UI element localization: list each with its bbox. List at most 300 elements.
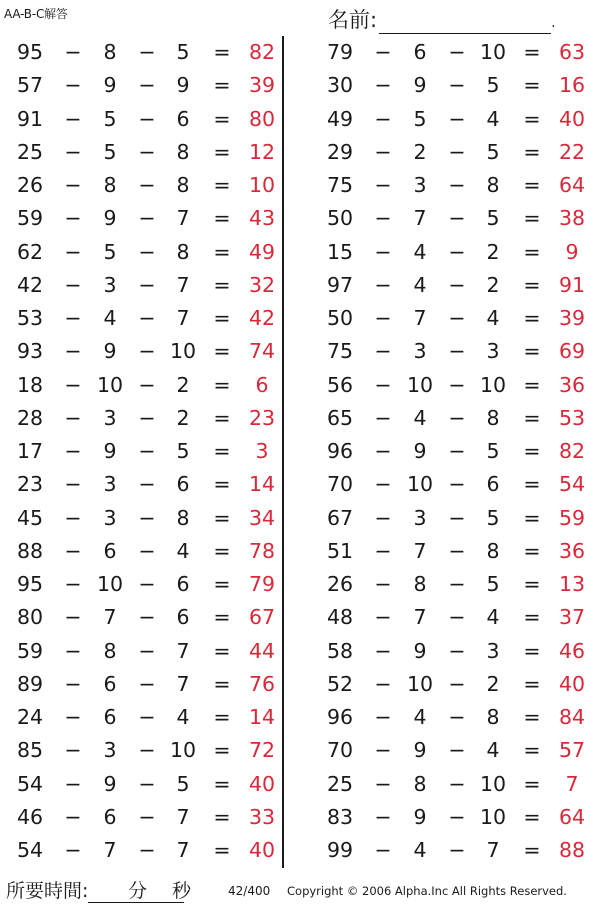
operand-b: 9	[103, 206, 117, 231]
equals-sign: =	[213, 638, 231, 663]
equals-sign: =	[213, 771, 231, 796]
problem-row	[310, 302, 590, 335]
equals-sign: =	[213, 505, 231, 530]
minus-sign: −	[374, 505, 392, 530]
operand-b: 5	[103, 106, 117, 131]
operand-a: 97	[326, 272, 354, 297]
minus-sign: −	[138, 206, 156, 231]
minus-sign: −	[138, 339, 156, 364]
minus-sign: −	[64, 538, 82, 563]
answer: 80	[248, 106, 276, 131]
problem-row	[0, 834, 280, 867]
minus-sign: −	[138, 173, 156, 197]
operand-c: 7	[176, 838, 190, 862]
equals-sign: =	[523, 838, 541, 862]
minus-sign: −	[138, 538, 156, 563]
operand-b: 10	[406, 472, 434, 497]
operand-c: 5	[176, 40, 190, 64]
problem-row	[0, 402, 280, 435]
operand-c: 6	[486, 472, 500, 497]
operand-a: 17	[16, 439, 44, 463]
operand-a: 89	[16, 671, 44, 696]
operand-b: 5	[413, 106, 427, 131]
equals-sign: =	[523, 40, 541, 64]
operand-a: 48	[326, 605, 354, 630]
answer: 40	[558, 106, 586, 131]
minus-sign: −	[64, 472, 82, 497]
problem-row	[0, 236, 280, 269]
operand-c: 2	[486, 239, 500, 264]
operand-a: 28	[16, 405, 44, 430]
operand-a: 26	[326, 572, 354, 596]
column-divider	[282, 36, 284, 868]
minus-sign: −	[448, 272, 466, 297]
answer: 40	[248, 771, 276, 796]
operand-b: 9	[413, 804, 427, 829]
answer: 22	[558, 139, 586, 164]
answer: 74	[248, 339, 276, 364]
answer: 43	[248, 206, 276, 231]
minus-sign: −	[64, 439, 82, 463]
minus-sign: −	[64, 405, 82, 430]
problem-row	[0, 535, 280, 568]
minus-sign: −	[448, 40, 466, 64]
operand-c: 10	[479, 40, 507, 64]
answer: 14	[248, 472, 276, 497]
operand-c: 7	[176, 671, 190, 696]
equals-sign: =	[213, 206, 231, 231]
operand-a: 88	[16, 538, 44, 563]
answer: 82	[558, 439, 586, 463]
answer: 34	[248, 505, 276, 530]
problem-row	[310, 502, 590, 535]
operand-b: 3	[413, 505, 427, 530]
answer: 49	[248, 239, 276, 264]
minus-sign: −	[64, 106, 82, 131]
problem-column-right	[310, 36, 590, 867]
operand-a: 75	[326, 173, 354, 197]
problem-row	[310, 69, 590, 102]
answer: 3	[255, 439, 269, 463]
operand-b: 9	[103, 73, 117, 98]
operand-a: 95	[16, 572, 44, 596]
minus-sign: −	[374, 804, 392, 829]
operand-b: 9	[413, 638, 427, 663]
minus-sign: −	[448, 372, 466, 397]
minus-sign: −	[374, 306, 392, 330]
problem-row	[0, 202, 280, 235]
minus-sign: −	[374, 538, 392, 563]
operand-c: 8	[486, 173, 500, 197]
operand-c: 6	[176, 605, 190, 630]
problem-row	[0, 169, 280, 202]
answer: 78	[248, 538, 276, 563]
minus-sign: −	[64, 272, 82, 297]
minus-sign: −	[64, 771, 82, 796]
equals-sign: =	[523, 306, 541, 330]
operand-a: 26	[16, 173, 44, 197]
minus-sign: −	[138, 405, 156, 430]
problem-row	[310, 36, 590, 69]
equals-sign: =	[523, 372, 541, 397]
problem-column-left	[0, 36, 280, 867]
operand-b: 10	[406, 671, 434, 696]
operand-b: 8	[103, 40, 117, 64]
equals-sign: =	[213, 738, 231, 763]
operand-c: 6	[176, 572, 190, 596]
operand-b: 9	[103, 771, 117, 796]
minus-sign: −	[374, 439, 392, 463]
operand-c: 10	[479, 804, 507, 829]
operand-b: 3	[103, 505, 117, 530]
minus-sign: −	[374, 339, 392, 364]
equals-sign: =	[213, 306, 231, 330]
problem-row	[310, 136, 590, 169]
equals-sign: =	[523, 572, 541, 596]
minus-sign: −	[64, 738, 82, 763]
answer: 84	[558, 705, 586, 729]
operand-c: 5	[486, 572, 500, 596]
answer: 38	[558, 206, 586, 231]
problem-row	[310, 369, 590, 402]
answer: 36	[558, 538, 586, 563]
equals-sign: =	[213, 671, 231, 696]
equals-sign: =	[213, 705, 231, 729]
operand-b: 6	[103, 705, 117, 729]
problem-row	[0, 668, 280, 701]
operand-a: 30	[326, 73, 354, 98]
answer: 57	[558, 738, 586, 763]
minus-sign: −	[374, 738, 392, 763]
minus-sign: −	[448, 605, 466, 630]
problem-row	[0, 369, 280, 402]
operand-b: 3	[413, 173, 427, 197]
operand-a: 53	[16, 306, 44, 330]
problem-row	[0, 768, 280, 801]
operand-a: 96	[326, 439, 354, 463]
operand-b: 10	[96, 372, 124, 397]
operand-c: 5	[486, 206, 500, 231]
operand-b: 6	[103, 804, 117, 829]
minus-sign: −	[448, 638, 466, 663]
operand-c: 3	[486, 339, 500, 364]
minus-sign: −	[138, 605, 156, 630]
equals-sign: =	[523, 638, 541, 663]
answer: 69	[558, 339, 586, 364]
minus-sign: −	[448, 705, 466, 729]
operand-a: 56	[326, 372, 354, 397]
operand-a: 46	[16, 804, 44, 829]
equals-sign: =	[213, 173, 231, 197]
problem-row	[0, 69, 280, 102]
equals-sign: =	[213, 605, 231, 630]
problem-row	[0, 502, 280, 535]
operand-b: 3	[103, 405, 117, 430]
equals-sign: =	[213, 73, 231, 98]
problem-row	[0, 601, 280, 634]
operand-b: 4	[413, 705, 427, 729]
equals-sign: =	[213, 272, 231, 297]
answer: 37	[558, 605, 586, 630]
problem-row	[0, 269, 280, 302]
answer: 33	[248, 804, 276, 829]
answer: 64	[558, 804, 586, 829]
operand-b: 7	[103, 605, 117, 630]
problem-row	[310, 568, 590, 601]
operand-b: 10	[96, 572, 124, 596]
equals-sign: =	[213, 439, 231, 463]
minus-sign: −	[448, 106, 466, 131]
equals-sign: =	[523, 771, 541, 796]
minus-sign: −	[374, 106, 392, 131]
answer: 64	[558, 173, 586, 197]
equals-sign: =	[523, 173, 541, 197]
minus-sign: −	[448, 538, 466, 563]
operand-b: 4	[413, 239, 427, 264]
operand-a: 59	[16, 206, 44, 231]
answer: 53	[558, 405, 586, 430]
operand-a: 62	[16, 239, 44, 264]
operand-b: 6	[103, 671, 117, 696]
minus-sign: −	[138, 705, 156, 729]
equals-sign: =	[523, 472, 541, 497]
operand-b: 6	[413, 40, 427, 64]
minus-sign: −	[374, 239, 392, 264]
answer: 39	[558, 306, 586, 330]
answer: 59	[558, 505, 586, 530]
minus-sign: −	[64, 73, 82, 98]
minus-sign: −	[64, 206, 82, 231]
operand-a: 79	[326, 40, 354, 64]
operand-a: 85	[16, 738, 44, 763]
copyright-notice: Copyright © 2006 Alpha.Inc All Rights Reserved.	[287, 884, 567, 898]
problem-row	[0, 635, 280, 668]
operand-c: 5	[486, 505, 500, 530]
operand-a: 95	[16, 40, 44, 64]
operand-c: 2	[486, 272, 500, 297]
operand-a: 45	[16, 505, 44, 530]
operand-b: 7	[413, 605, 427, 630]
minus-sign: −	[64, 339, 82, 364]
minus-sign: −	[138, 106, 156, 131]
minus-sign: −	[64, 372, 82, 397]
operand-a: 29	[326, 139, 354, 164]
problem-row	[0, 36, 280, 69]
minus-sign: −	[448, 173, 466, 197]
answer: 54	[558, 472, 586, 497]
problem-row	[310, 202, 590, 235]
minus-sign: −	[138, 738, 156, 763]
answer: 72	[248, 738, 276, 763]
minus-sign: −	[138, 472, 156, 497]
operand-c: 7	[176, 638, 190, 663]
minus-sign: −	[138, 73, 156, 98]
minus-sign: −	[64, 505, 82, 530]
operand-b: 8	[413, 771, 427, 796]
minus-sign: −	[138, 139, 156, 164]
worksheet-title: AA-B-C解答	[4, 7, 68, 21]
equals-sign: =	[523, 505, 541, 530]
minus-sign: −	[374, 405, 392, 430]
answer: 63	[558, 40, 586, 64]
operand-a: 49	[326, 106, 354, 131]
problem-row	[0, 701, 280, 734]
problem-row	[310, 668, 590, 701]
equals-sign: =	[523, 605, 541, 630]
name-blank-line	[379, 15, 551, 34]
minus-sign: −	[374, 206, 392, 231]
operand-a: 99	[326, 838, 354, 862]
minus-sign: −	[448, 771, 466, 796]
operand-c: 5	[176, 439, 190, 463]
problem-row	[0, 103, 280, 136]
minus-sign: −	[448, 804, 466, 829]
operand-b: 8	[103, 173, 117, 197]
minus-sign: −	[448, 472, 466, 497]
minus-sign: −	[374, 272, 392, 297]
operand-a: 54	[16, 771, 44, 796]
minus-sign: −	[448, 738, 466, 763]
problem-row	[310, 635, 590, 668]
answer: 6	[255, 372, 269, 397]
answer: 44	[248, 638, 276, 663]
problem-row	[310, 701, 590, 734]
minus-sign: −	[64, 838, 82, 862]
minus-sign: −	[374, 139, 392, 164]
operand-a: 83	[326, 804, 354, 829]
minus-sign: −	[448, 439, 466, 463]
answer: 82	[248, 40, 276, 64]
operand-c: 8	[486, 538, 500, 563]
problem-row	[0, 136, 280, 169]
minutes-unit: 分	[128, 880, 148, 902]
operand-c: 2	[486, 671, 500, 696]
minus-sign: −	[64, 40, 82, 64]
operand-a: 25	[16, 139, 44, 164]
minus-sign: −	[374, 173, 392, 197]
equals-sign: =	[523, 239, 541, 264]
minus-sign: −	[448, 405, 466, 430]
equals-sign: =	[523, 139, 541, 164]
problem-row	[310, 103, 590, 136]
name-end-mark: .	[551, 15, 556, 31]
minus-sign: −	[64, 705, 82, 729]
time-taken-field	[6, 876, 184, 903]
minus-sign: −	[64, 638, 82, 663]
operand-a: 50	[326, 306, 354, 330]
problem-row	[310, 402, 590, 435]
minus-sign: −	[448, 239, 466, 264]
equals-sign: =	[213, 106, 231, 131]
answer: 88	[558, 838, 586, 862]
minus-sign: −	[138, 306, 156, 330]
answer: 79	[248, 572, 276, 596]
minus-sign: −	[374, 40, 392, 64]
operand-c: 2	[176, 372, 190, 397]
minus-sign: −	[138, 439, 156, 463]
operand-a: 57	[16, 73, 44, 98]
answer: 36	[558, 372, 586, 397]
operand-a: 70	[326, 738, 354, 763]
problem-row	[310, 834, 590, 867]
operand-c: 6	[176, 472, 190, 497]
answer: 7	[565, 771, 579, 796]
operand-a: 51	[326, 538, 354, 563]
operand-c: 8	[176, 139, 190, 164]
name-field	[328, 4, 556, 34]
minus-sign: −	[64, 173, 82, 197]
operand-b: 5	[103, 139, 117, 164]
equals-sign: =	[523, 671, 541, 696]
answer: 12	[248, 139, 276, 164]
operand-c: 10	[169, 339, 197, 364]
problem-row	[310, 768, 590, 801]
minus-sign: −	[374, 671, 392, 696]
minus-sign: −	[64, 139, 82, 164]
equals-sign: =	[213, 139, 231, 164]
answer: 42	[248, 306, 276, 330]
operand-b: 2	[413, 139, 427, 164]
minus-sign: −	[64, 572, 82, 596]
operand-c: 7	[486, 838, 500, 862]
operand-c: 5	[486, 73, 500, 98]
operand-b: 5	[103, 239, 117, 264]
minus-sign: −	[138, 505, 156, 530]
minus-sign: −	[374, 638, 392, 663]
minus-sign: −	[138, 771, 156, 796]
operand-b: 4	[413, 272, 427, 297]
answer: 13	[558, 572, 586, 596]
minus-sign: −	[64, 239, 82, 264]
minus-sign: −	[448, 572, 466, 596]
operand-c: 10	[479, 372, 507, 397]
operand-a: 96	[326, 705, 354, 729]
minus-sign: −	[448, 339, 466, 364]
operand-a: 25	[326, 771, 354, 796]
operand-c: 8	[486, 705, 500, 729]
operand-a: 52	[326, 671, 354, 696]
operand-c: 8	[176, 173, 190, 197]
minus-sign: −	[374, 771, 392, 796]
operand-b: 3	[413, 339, 427, 364]
operand-a: 93	[16, 339, 44, 364]
operand-c: 4	[486, 738, 500, 763]
operand-a: 75	[326, 339, 354, 364]
equals-sign: =	[523, 439, 541, 463]
minus-sign: −	[64, 671, 82, 696]
equals-sign: =	[213, 472, 231, 497]
minus-sign: −	[64, 804, 82, 829]
answer: 40	[558, 671, 586, 696]
equals-sign: =	[213, 239, 231, 264]
operand-c: 5	[486, 139, 500, 164]
seconds-unit: 秒	[172, 880, 192, 902]
equals-sign: =	[523, 106, 541, 131]
minus-sign: −	[448, 505, 466, 530]
operand-a: 58	[326, 638, 354, 663]
operand-c: 7	[176, 272, 190, 297]
operand-c: 3	[486, 638, 500, 663]
equals-sign: =	[213, 572, 231, 596]
operand-b: 3	[103, 272, 117, 297]
problem-row	[310, 169, 590, 202]
operand-a: 23	[16, 472, 44, 497]
operand-b: 10	[406, 372, 434, 397]
minus-sign: −	[374, 572, 392, 596]
problem-row	[310, 734, 590, 767]
minus-sign: −	[448, 306, 466, 330]
operand-c: 8	[486, 405, 500, 430]
